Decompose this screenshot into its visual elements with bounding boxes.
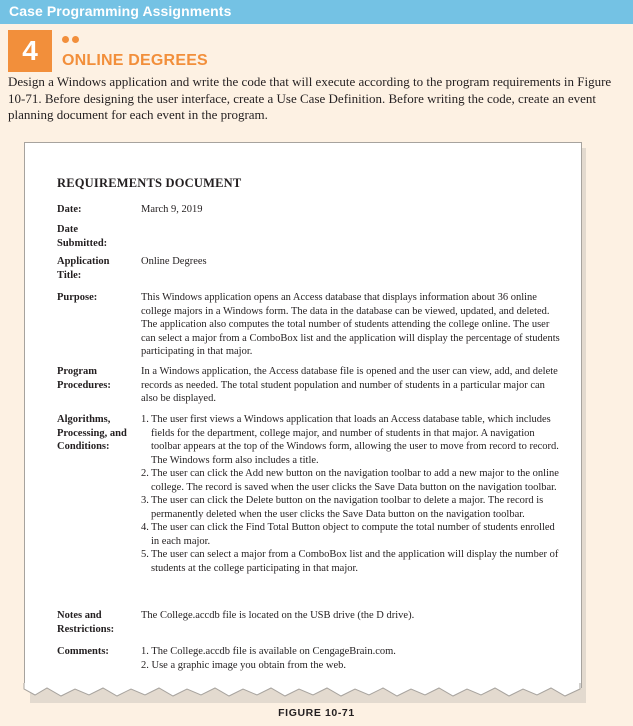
document-title: REQUIREMENTS DOCUMENT bbox=[57, 176, 242, 190]
date-label: Date: bbox=[57, 204, 82, 215]
algorithm-item: 4. The user can click the Find Total Button object to compute the total number of students enrolled in each major. bbox=[141, 522, 555, 547]
notes-label: Notes and Restrictions: bbox=[57, 610, 115, 635]
comment-item: 2. Use a graphic image you obtain from the web. bbox=[141, 659, 346, 671]
comments-label: Comments: bbox=[57, 646, 109, 657]
requirements-document bbox=[24, 142, 582, 688]
program-procedures-value: In a Windows application, the Access database file is opened and the user can view, add, and delete records as needed. The total student population and number of students in a particular major can also be displayed. bbox=[141, 366, 558, 404]
algorithms-label: Algorithms, Processing, and Conditions: bbox=[57, 414, 127, 452]
difficulty-dot bbox=[62, 36, 69, 43]
algorithm-item: 2. The user can click the Add new button on the navigation toolbar to add a new major to the online college. The record is saved when the user clicks the Save Data button on the navigation toolbar. bbox=[141, 468, 559, 493]
comment-item: 1. The College.accdb file is available on CengageBrain.com. bbox=[141, 646, 396, 657]
difficulty-dots bbox=[62, 36, 79, 43]
purpose-label: Purpose: bbox=[57, 292, 98, 303]
algorithm-item: 3. The user can click the Delete button on the navigation toolbar to delete a major. The record is permanently deleted when the user clicks the Save Data button on the navigation toolbar. bbox=[141, 495, 544, 520]
notes-value: The College.accdb file is located on the USB drive (the D drive). bbox=[141, 610, 415, 621]
purpose-value: This Windows application opens an Access database that displays information about 36 online college majors in a Windows form. The data in the database can be viewed, updated, and deleted. The application also computes the total number of students attending the college online. The user can select a major from a ComboBox list and the application will display the percentage of students participating in that major. bbox=[141, 292, 560, 357]
algorithms-list bbox=[141, 413, 561, 575]
date-submitted-label: Date Submitted: bbox=[57, 224, 108, 249]
algorithm-item: 5. The user can select a major from a ComboBox list and the application will display the number of students at the college participating in that major. bbox=[141, 549, 559, 574]
assignment-title: ONLINE DEGREES bbox=[62, 52, 208, 69]
program-procedures-label: Program Procedures: bbox=[57, 366, 111, 391]
figure-caption: FIGURE 10-71 bbox=[278, 707, 355, 719]
application-title-value: Online Degrees bbox=[141, 256, 207, 267]
section-header-bar bbox=[0, 0, 633, 24]
torn-paper-edge bbox=[23, 683, 583, 701]
assignment-number-badge: 4 bbox=[8, 30, 52, 72]
algorithm-item: 1. The user first views a Windows application that loads an Access database table, which includes fields for the department, college major, and number of students in that major. A navigation toolbar appears at the top of the Windows form, allowing the user to move from record to record. The Windows form also includes a title. bbox=[141, 414, 559, 466]
date-value: March 9, 2019 bbox=[141, 204, 203, 215]
comments-list bbox=[141, 645, 561, 672]
application-title-label: Application Title: bbox=[57, 256, 110, 281]
section-header-title: Case Programming Assignments bbox=[9, 3, 232, 19]
assignment-intro: Design a Windows application and write the code that will execute according to the program requirements in Figure 10-71. Before designing the user interface, create a Use Case Definition. Before writing the code, create an event planning document for each event in the program. bbox=[8, 74, 612, 122]
difficulty-dot bbox=[72, 36, 79, 43]
